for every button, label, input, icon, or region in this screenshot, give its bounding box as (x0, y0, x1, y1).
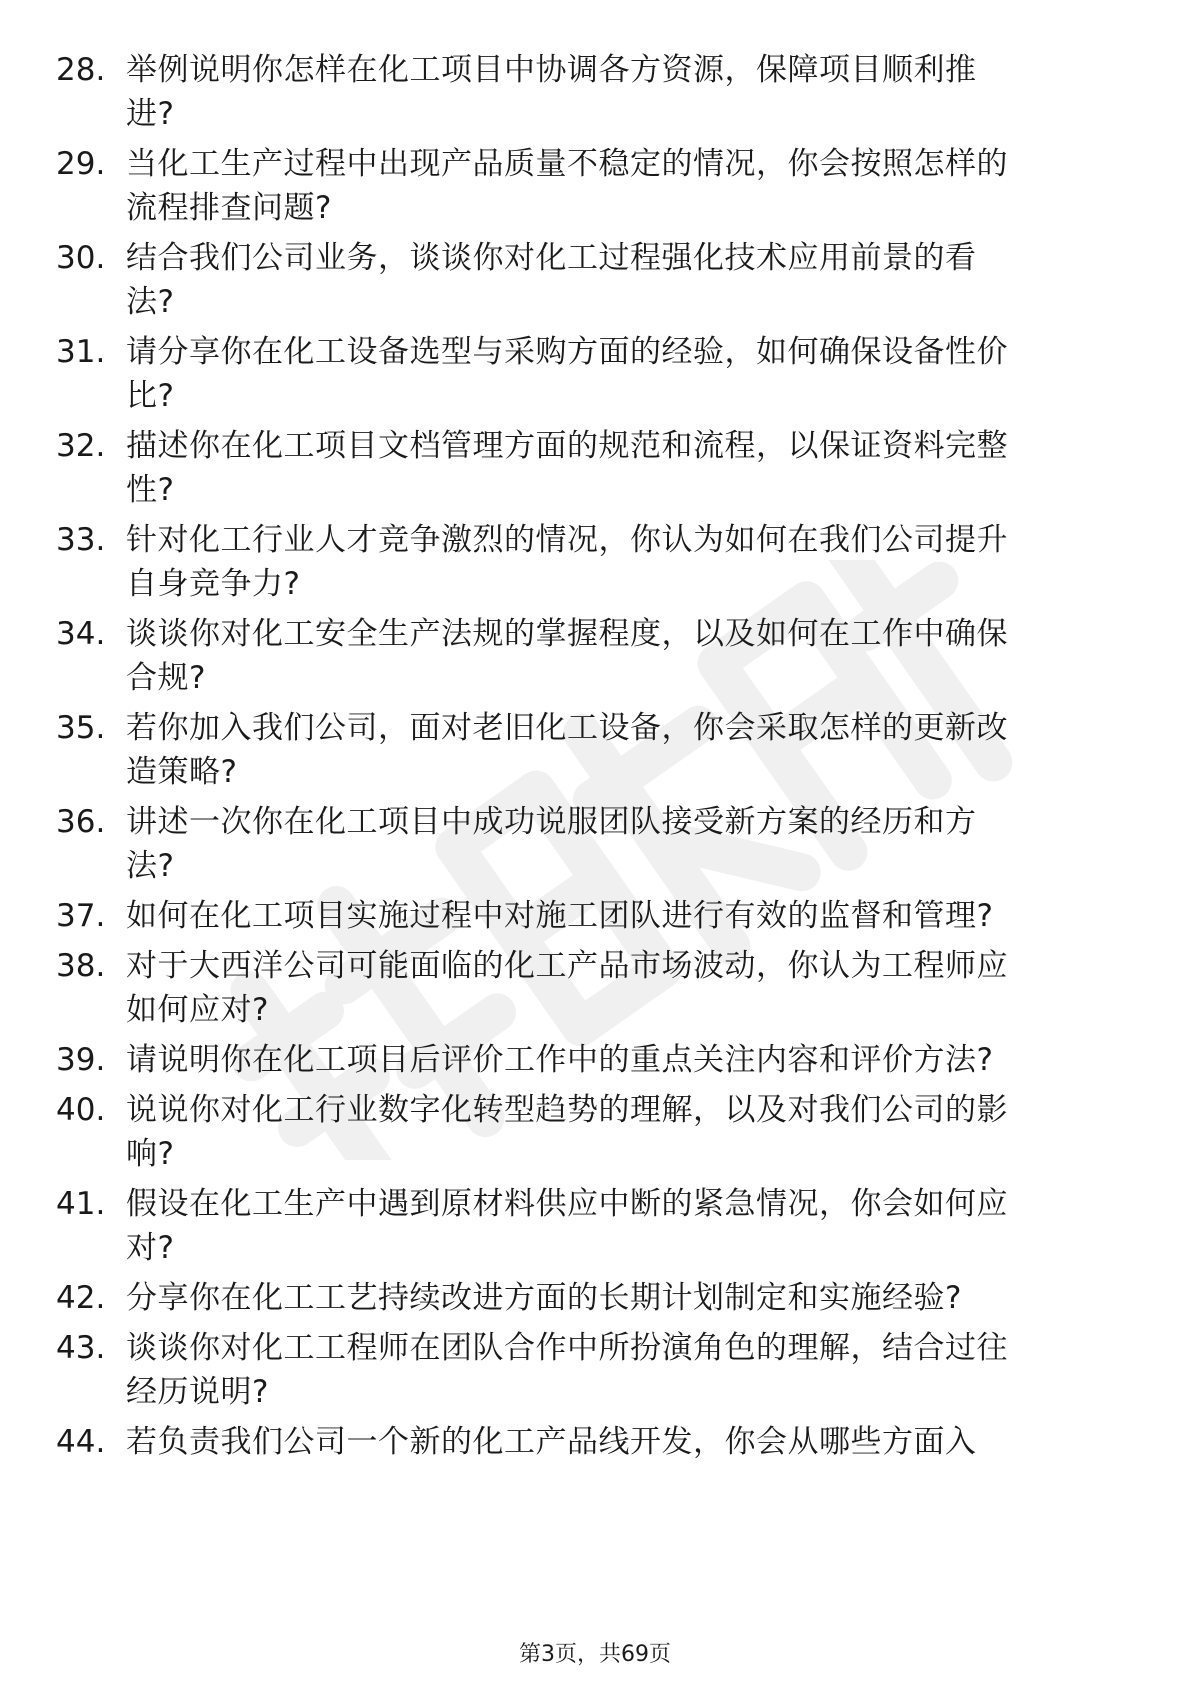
question-line: 针对化工行业人才竞争激烈的情况，你认为如何在我们公司提升 (126, 522, 1008, 558)
question-line: 比? (126, 378, 175, 414)
question-text (126, 612, 1106, 700)
question-number: 40. (56, 1092, 106, 1128)
question-line: 当化工生产过程中出现产品质量不稳定的情况，你会按照怎样的 (126, 146, 1008, 182)
question-number: 41. (56, 1186, 106, 1222)
question-number: 39. (56, 1042, 106, 1078)
question-number: 37. (56, 898, 106, 934)
question-number: 42. (56, 1280, 106, 1316)
question-text (126, 944, 1106, 1032)
question-line: 性? (126, 472, 175, 508)
question-number: 28. (56, 52, 106, 88)
question-number: 43. (56, 1330, 106, 1366)
question-line: 法? (126, 848, 175, 884)
question-line: 举例说明你怎样在化工项目中协调各方资源，保障项目顺利推 (126, 52, 977, 88)
question-line: 合规? (126, 660, 206, 696)
question-number: 38. (56, 948, 106, 984)
question-text (126, 330, 1106, 418)
question-number: 35. (56, 710, 106, 746)
question-line: 对? (126, 1230, 175, 1266)
question-line: 说说你对化工行业数字化转型趋势的理解，以及对我们公司的影 (126, 1092, 1008, 1128)
question-text (126, 1088, 1106, 1176)
question-line: 法? (126, 284, 175, 320)
question-line: 如何应对? (126, 992, 269, 1028)
page-footer (0, 1640, 1190, 1670)
question-text (126, 1420, 1106, 1464)
question-line: 分享你在化工工艺持续改进方面的长期计划制定和实施经验? (126, 1280, 962, 1316)
question-text (126, 142, 1106, 230)
question-line: 流程排查问题? (126, 190, 332, 226)
question-line: 如何在化工项目实施过程中对施工团队进行有效的监督和管理? (126, 898, 994, 934)
question-text (126, 1038, 1106, 1082)
question-text (126, 1276, 1106, 1320)
question-number: 33. (56, 522, 106, 558)
question-text (126, 1182, 1106, 1270)
question-line: 讲述一次你在化工项目中成功说服团队接受新方案的经历和方 (126, 804, 977, 840)
question-line: 请说明你在化工项目后评价工作中的重点关注内容和评价方法? (126, 1042, 994, 1078)
question-line: 对于大西洋公司可能面临的化工产品市场波动，你认为工程师应 (126, 948, 1008, 984)
question-line: 结合我们公司业务，谈谈你对化工过程强化技术应用前景的看 (126, 240, 977, 276)
question-number: 31. (56, 334, 106, 370)
question-text (126, 518, 1106, 606)
question-line: 谈谈你对化工工程师在团队合作中所扮演角色的理解，结合过往 (126, 1330, 1008, 1366)
question-number: 30. (56, 240, 106, 276)
question-line: 谈谈你对化工安全生产法规的掌握程度，以及如何在工作中确保 (126, 616, 1008, 652)
question-text (126, 706, 1106, 794)
question-line: 若负责我们公司一个新的化工产品线开发，你会从哪些方面入 (126, 1424, 977, 1460)
question-number: 44. (56, 1424, 106, 1460)
question-line: 响? (126, 1136, 175, 1172)
question-number: 29. (56, 146, 106, 182)
question-text (126, 1326, 1106, 1414)
question-text (126, 894, 1106, 938)
question-number: 34. (56, 616, 106, 652)
question-line: 描述你在化工项目文档管理方面的规范和流程，以保证资料完整 (126, 428, 1008, 464)
question-number: 32. (56, 428, 106, 464)
question-line: 假设在化工生产中遇到原材料供应中断的紧急情况，你会如何应 (126, 1186, 1008, 1222)
question-line: 请分享你在化工设备选型与采购方面的经验，如何确保设备性价 (126, 334, 1008, 370)
question-text (126, 48, 1106, 136)
question-line: 经历说明? (126, 1374, 269, 1410)
question-line: 若你加入我们公司，面对老旧化工设备，你会采取怎样的更新改 (126, 710, 1008, 746)
question-line: 自身竞争力? (126, 566, 301, 602)
page-number-label: 第3页，共69页 (519, 1642, 671, 1667)
question-text (126, 800, 1106, 888)
question-text (126, 236, 1106, 324)
question-text (126, 424, 1106, 512)
question-line: 进? (126, 96, 175, 132)
question-line: 造策略? (126, 754, 238, 790)
question-number: 36. (56, 804, 106, 840)
